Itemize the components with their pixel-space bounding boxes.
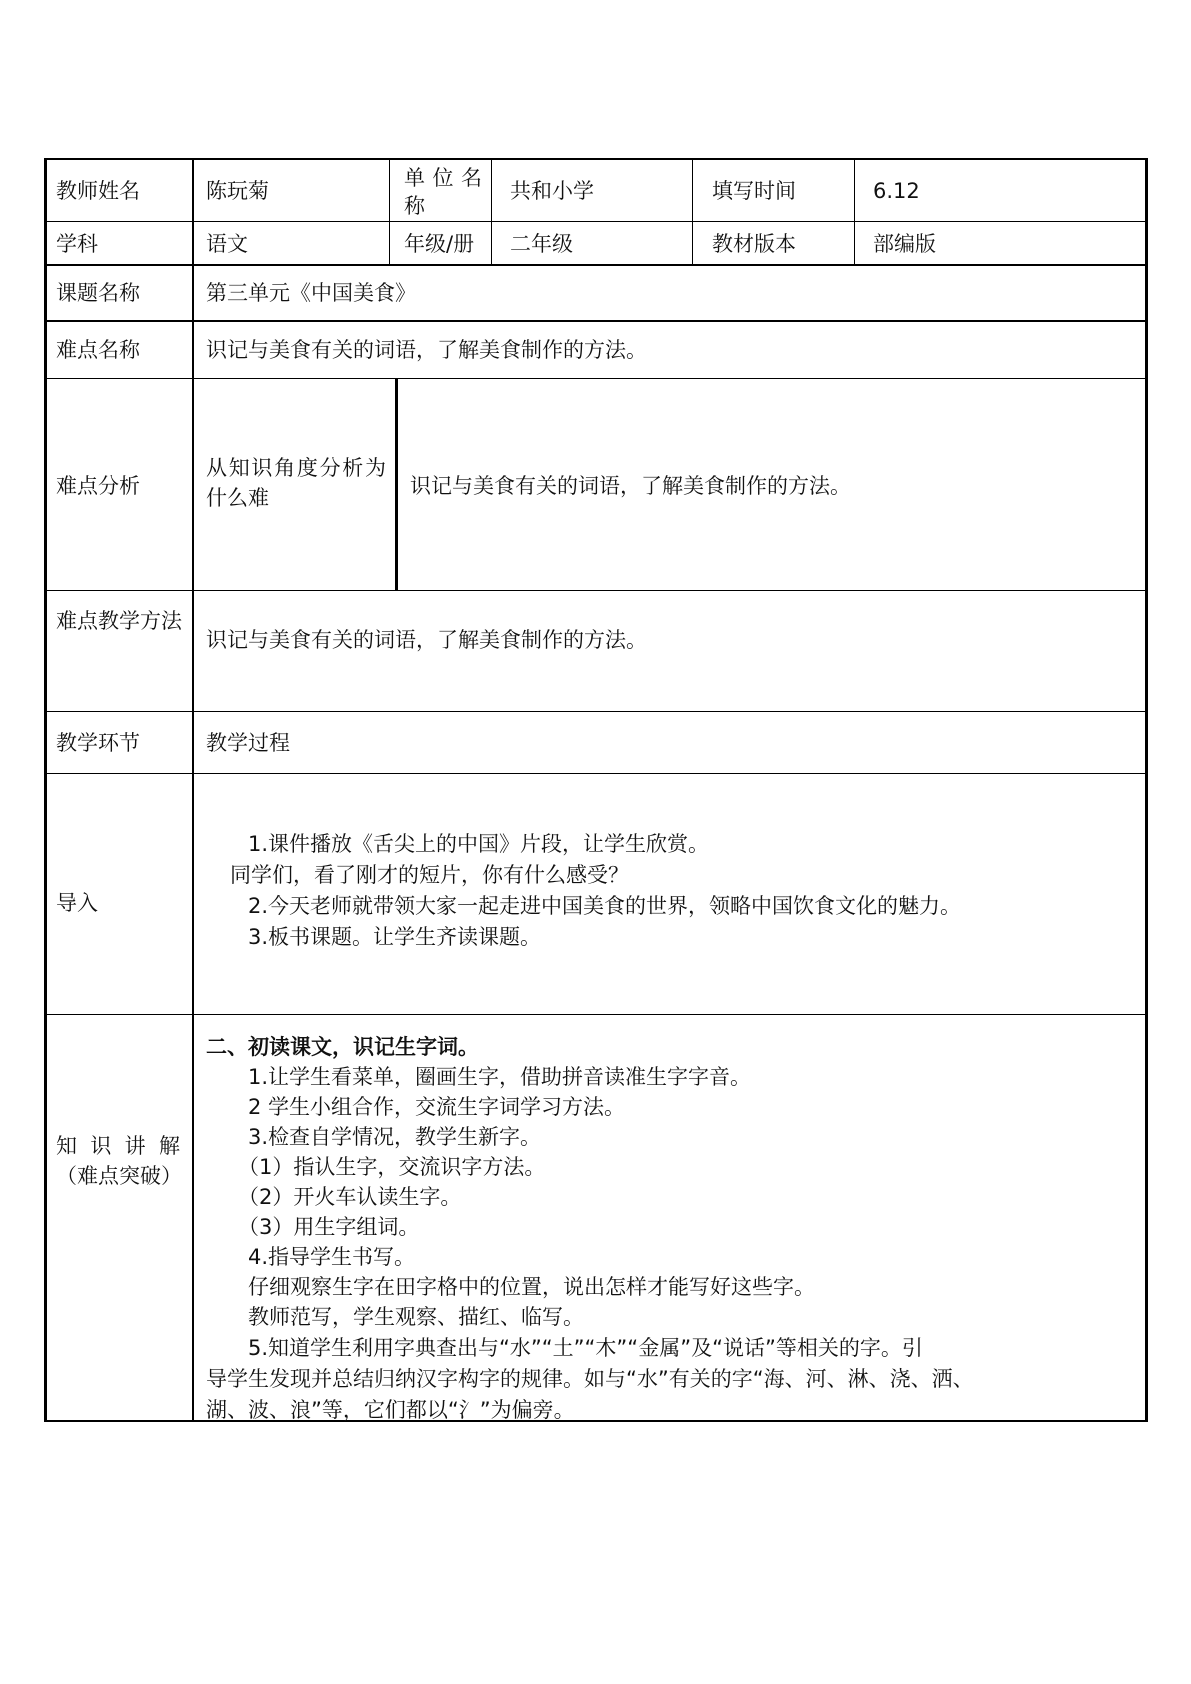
analysis-sub-label: 从知识角度分析为什么难 [206, 456, 386, 510]
knowledge-line: 2 学生小组合作，交流生字词学习方法。 [248, 1095, 626, 1119]
unit-name-value: 共和小学 [510, 179, 594, 203]
col-divider [692, 158, 693, 264]
fill-date-value: 6.12 [873, 179, 920, 203]
teacher-name-label: 教师姓名 [56, 179, 140, 203]
intro-line: 1.课件播放《舌尖上的中国》片段，让学生欣赏。 [248, 832, 710, 856]
col-divider [491, 158, 492, 264]
row-divider [44, 320, 1148, 322]
fill-date-label: 填写时间 [712, 179, 796, 203]
knowledge-line: 3.检查自学情况，教学生新字。 [248, 1125, 542, 1149]
analysis-label: 难点分析 [56, 474, 140, 498]
subject-value: 语文 [206, 232, 248, 256]
knowledge-line: 仔细观察生字在田字格中的位置，说出怎样才能写好这些字。 [248, 1275, 815, 1299]
grade-label: 年级/册 [404, 232, 475, 256]
intro-line: 2.今天老师就带领大家一起走进中国美食的世界，领略中国饮食文化的魅力。 [248, 894, 962, 918]
knowledge-line: 4.指导学生书写。 [248, 1245, 416, 1269]
table-border-left [44, 158, 47, 1422]
knowledge-line: （3）用生字组词。 [238, 1215, 420, 1239]
edition-label: 教材版本 [712, 232, 796, 256]
col-divider [389, 158, 390, 264]
row-divider [44, 264, 1148, 266]
row-divider [44, 378, 1148, 379]
topic-label: 课题名称 [56, 281, 140, 305]
row-divider [44, 1014, 1148, 1015]
knowledge-heading: 二、初读课文，识记生字词。 [206, 1035, 479, 1059]
stage-header-label: 教学环节 [56, 731, 140, 755]
knowledge-line: （2）开火车认读生字。 [238, 1185, 462, 1209]
row-divider [44, 221, 1148, 222]
row-divider [44, 590, 1148, 591]
col-divider-analysis [395, 378, 398, 590]
knowledge-label: 知识讲解（难点突破） [56, 1134, 182, 1188]
row-divider [44, 711, 1148, 712]
knowledge-line: 教师范写，学生观察、描红、临写。 [248, 1305, 584, 1329]
col-divider [192, 158, 194, 1422]
edition-value: 部编版 [873, 232, 936, 256]
teacher-name-value: 陈玩菊 [206, 179, 269, 203]
intro-label: 导入 [56, 891, 98, 915]
knowledge-paragraph-line: 5.知道学生利用字典查出与“水”“土”“木”“金属”及“说话”等相关的字。引 [248, 1336, 923, 1360]
grade-value: 二年级 [510, 232, 573, 256]
table-border-right [1145, 158, 1148, 1422]
unit-name-label: 单位名称 [404, 166, 482, 218]
process-header-label: 教学过程 [206, 731, 290, 755]
subject-label: 学科 [56, 232, 98, 256]
topic-value: 第三单元《中国美食》 [206, 281, 416, 305]
difficulty-value: 识记与美食有关的词语，了解美食制作的方法。 [206, 338, 647, 362]
knowledge-line: （1）指认生字，交流识字方法。 [238, 1155, 546, 1179]
method-value: 识记与美食有关的词语，了解美食制作的方法。 [206, 628, 647, 652]
knowledge-line: 1.让学生看菜单，圈画生字，借助拼音读准生字字音。 [248, 1065, 752, 1089]
row-divider [44, 773, 1148, 774]
method-label: 难点教学方法 [56, 609, 182, 633]
intro-line: 3.板书课题。让学生齐读课题。 [248, 925, 542, 949]
intro-line: 同学们，看了刚才的短片，你有什么感受？ [230, 863, 629, 887]
analysis-value: 识记与美食有关的词语，了解美食制作的方法。 [410, 474, 851, 498]
table-border-top [44, 158, 1148, 160]
col-divider [854, 158, 855, 264]
difficulty-label: 难点名称 [56, 338, 140, 362]
knowledge-paragraph-line: 导学生发现并总结归纳汉字构字的规律。如与“水”有关的字“海、河、淋、浇、洒、 [206, 1367, 974, 1391]
knowledge-paragraph-line: 湖、波、浪”等，它们都以“氵”为偏旁。 [206, 1398, 575, 1422]
